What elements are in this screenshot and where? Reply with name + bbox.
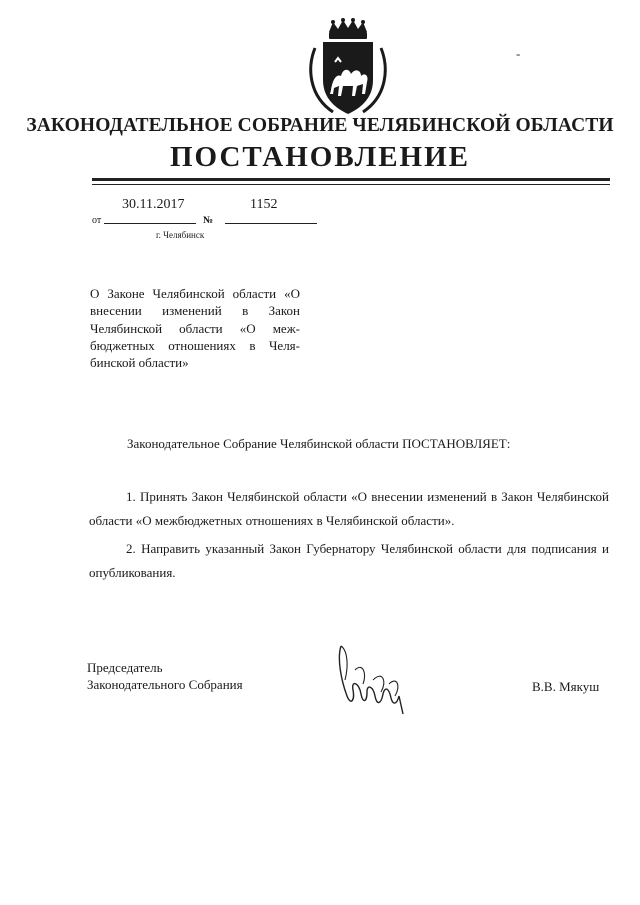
document-type-title: ПОСТАНОВЛЕНИЕ [169, 141, 470, 173]
preamble: Законодательное Собрание Челябинской области ПОСТАНОВЛЯЕТ: [127, 436, 511, 451]
document-subject: О Законе Челябинской области «О внесении изменений в Закон Челябинской области «О меж-бюджетных отношениях в Челя-бинской области» [90, 286, 300, 371]
signer-title [87, 659, 243, 693]
number-underline [225, 223, 317, 224]
resolution-item-1: 1. Принять Закон Челябинской области «О внесении изменений в Закон Челябинской области «О межбюджетных отношениях в Челябинской области». [89, 489, 609, 528]
date-label: от [92, 215, 102, 226]
header-rule-thin [92, 184, 610, 185]
signature-icon [333, 640, 417, 718]
coat-of-arms-icon [305, 18, 391, 118]
document-number: 1152 [250, 197, 278, 212]
city-label: г. Челябинск [156, 230, 205, 240]
header-rule-thick [92, 178, 610, 181]
date-underline [104, 223, 196, 224]
signer-name: В.В. Мякуш [532, 679, 600, 694]
number-label: № [203, 215, 214, 226]
signer-title-line-1: Председатель [87, 660, 163, 675]
document-date: 30.11.2017 [122, 197, 185, 212]
signer-title-line-2: Законодательного Собрания [87, 677, 243, 692]
corner-mark: - [516, 46, 521, 61]
organization-name: ЗАКОНОДАТЕЛЬНОЕ СОБРАНИЕ ЧЕЛЯБИНСКОЙ ОБЛАСТИ [26, 115, 614, 136]
resolution-item-2: 2. Направить указанный Закон Губернатору Челябинской области для подписания и опубликования. [89, 541, 609, 580]
